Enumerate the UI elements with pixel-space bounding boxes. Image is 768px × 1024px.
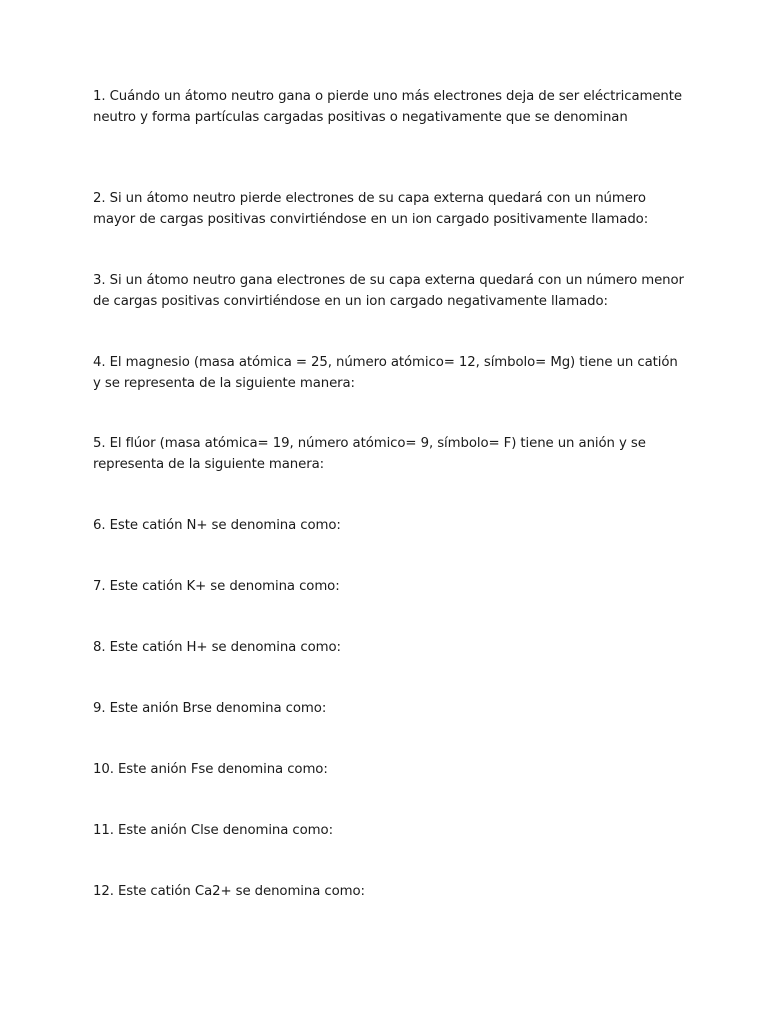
question-11: 11. Este anión Clse denomina como:	[93, 823, 333, 838]
question-6: 6. Este catión N+ se denomina como:	[93, 518, 341, 533]
question-7: 7. Este catión K+ se denomina como:	[93, 579, 340, 594]
question-2: 2. Si un átomo neutro pierde electrones de su capa externa quedará con un número mayor de cargas positivas convirtiéndose en un ion cargado positivamente llamado:	[93, 191, 649, 227]
question-9: 9. Este anión Brse denomina como:	[93, 701, 327, 716]
question-3: 3. Si un átomo neutro gana electrones de su capa externa quedará con un número menor de cargas positivas convirtiéndose en un ion cargado negativamente llamado:	[93, 273, 684, 309]
question-8: 8. Este catión H+ se denomina como:	[93, 640, 341, 655]
question-5: 5. El flúor (masa atómica= 19, número atómico= 9, símbolo= F) tiene un anión y se representa de la siguiente manera:	[93, 436, 646, 472]
question-1: 1. Cuándo un átomo neutro gana o pierde uno más electrones deja de ser eléctricamente neutro y forma partículas cargadas positivas o negativamente que se denominan	[93, 89, 682, 125]
question-4: 4. El magnesio (masa atómica = 25, número atómico= 12, símbolo= Mg) tiene un catión y se representa de la siguiente manera:	[93, 355, 678, 391]
question-10: 10. Este anión Fse denomina como:	[93, 762, 328, 777]
question-12: 12. Este catión Ca2+ se denomina como:	[93, 884, 365, 899]
